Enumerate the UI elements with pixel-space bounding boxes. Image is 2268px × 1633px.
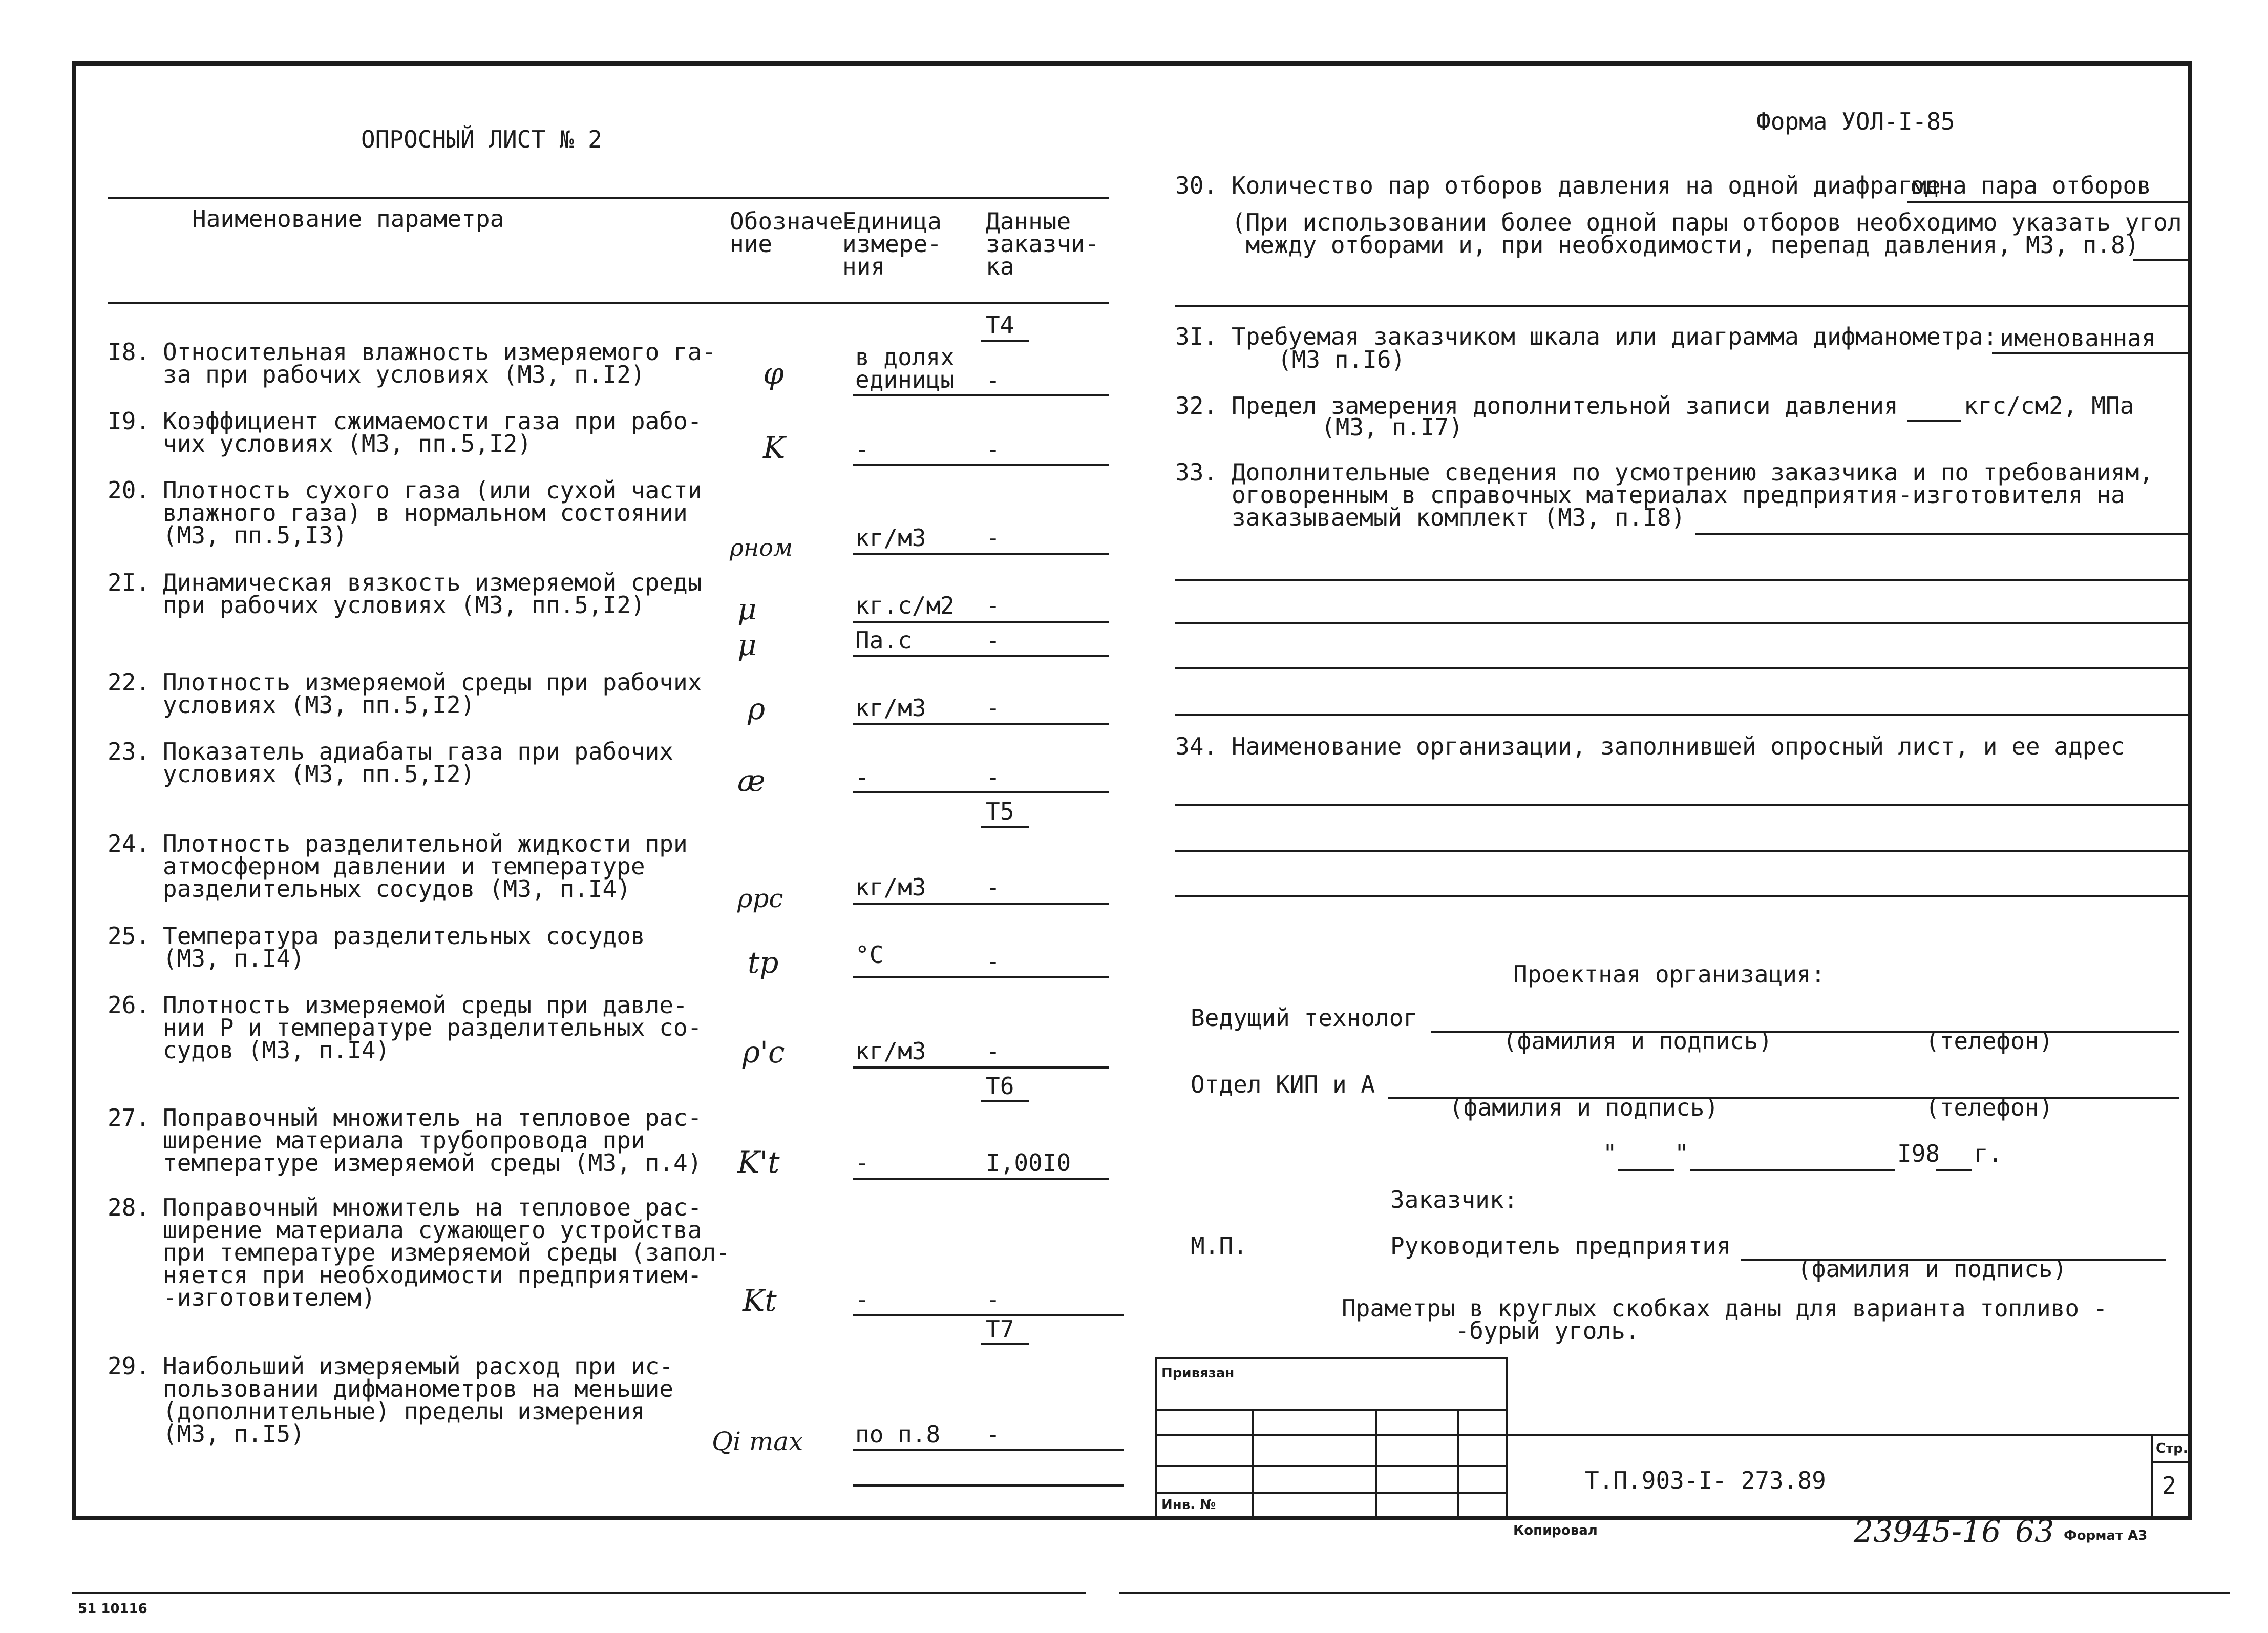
stamp-rule: [1252, 1409, 1254, 1518]
question-units: кгс/см2, МПа: [1964, 392, 2134, 420]
row-text: Наибольший измеряемый расход при ис- пользовании дифманометров на меньшие (дополнительные) пределы измерения (МЗ, п.I5): [163, 1352, 673, 1448]
section-mark: Т4: [986, 311, 1014, 339]
row-unit: кг/м3: [855, 1037, 926, 1065]
row-text: Поправочный множитель на тепловое рас- ширение материала трубопровода при температуре измеряемой среды (МЗ, п.4): [163, 1104, 702, 1177]
row-unit: -: [855, 763, 870, 791]
customer-label: Заказчик:: [1390, 1186, 1518, 1213]
row-text: Плотность измеряемой среды при рабочих условиях (МЗ, пп.5,I2): [163, 668, 702, 719]
signature-caption: (фамилия и подпись): [1449, 1094, 1719, 1121]
blank-rule: [1695, 533, 2189, 535]
bottom-serial: 51 10116: [78, 1601, 147, 1617]
row-symbol: μ: [737, 592, 757, 626]
frame-top: [72, 61, 2192, 66]
row-number: 29.: [108, 1352, 151, 1380]
stamp-rule: [2151, 1434, 2153, 1518]
copied-label: Копировал: [1513, 1523, 1598, 1538]
row-symbol: ρ: [748, 692, 766, 726]
row-rule: [853, 791, 1109, 793]
page-number: 2: [2162, 1472, 2176, 1499]
row-rule: [853, 394, 1109, 396]
stamp-rule: [1155, 1434, 1508, 1436]
row-unit: °С: [855, 941, 884, 969]
question-note: (При использовании более одной пары отборов необходимо указать угол между отборами и, при необходимости, перепад давления, МЗ, п.8): [1232, 208, 2182, 259]
column-header-unit: Единица измере- ния: [842, 207, 942, 280]
date-rule: [1690, 1169, 1895, 1171]
section-mark-rule: [981, 340, 1029, 342]
row-text: Плотность измеряемой среды при давле- нии Р и температуре разделительных со- судов (МЗ, п.I4): [163, 991, 702, 1064]
frame-right: [2188, 61, 2192, 1520]
stamp-rule: [1155, 1357, 1157, 1518]
row-unit: -: [855, 1149, 870, 1177]
row-number: 2I.: [108, 569, 151, 596]
phone-caption: (телефон): [1925, 1094, 2053, 1121]
date-year: I98: [1897, 1140, 1940, 1167]
section-mark-rule: [981, 1343, 1029, 1345]
inventory-label: Инв. №: [1161, 1497, 1216, 1513]
row-unit: по п.8: [855, 1420, 941, 1448]
row-rule: [853, 903, 1109, 905]
form-title: ОПРОСНЫЙ ЛИСТ № 2: [361, 125, 602, 153]
row-rule: [853, 621, 1109, 623]
row-text: Относительная влажность измеряемого га- за при рабочих условиях (МЗ, п.I2): [163, 338, 716, 388]
row-number: I9.: [108, 407, 151, 435]
row-number: 24.: [108, 830, 151, 857]
bottom-rule: [72, 1592, 1086, 1594]
row-value: -: [986, 592, 1000, 619]
stamp-rule: [1375, 1409, 1377, 1518]
coal-note: Праметры в круглых скобках даны для варианта топливо - -бурый уголь.: [1342, 1294, 2108, 1345]
row-value: -: [986, 694, 1000, 722]
row-value: -: [986, 763, 1000, 791]
row-rule: [853, 1484, 1124, 1487]
row-symbol: tр: [748, 945, 779, 980]
row-value: -: [986, 948, 1000, 975]
signature-caption: (фамилия и подпись): [1503, 1027, 1773, 1055]
row-unit: -: [855, 435, 870, 463]
row-symbol: φ: [763, 356, 784, 391]
row-rule: [853, 723, 1109, 725]
attached-label: Привязан: [1161, 1366, 1235, 1381]
row-number: I8.: [108, 338, 151, 366]
row-text: Показатель адиабаты газа при рабочих условиях (МЗ, пп.5,I2): [163, 738, 673, 788]
row-symbol: ρ'с: [743, 1035, 785, 1070]
blank-rule: [1175, 667, 2189, 669]
kip-dept-label: Отдел КИП и А: [1191, 1071, 1375, 1098]
question-text: Дополнительные сведения по усмотрению заказчика и по требованиям, оговоренным в справочных материалах предприятия-изготовителя на заказываемый комплект (МЗ, п.I8): [1232, 458, 2154, 531]
date-rule: [1936, 1169, 1972, 1171]
answer-rule: [1907, 201, 2189, 203]
row-number: 28.: [108, 1194, 151, 1221]
section-mark: Т7: [986, 1315, 1014, 1343]
row-number: 26.: [108, 991, 151, 1019]
question-number: 34.: [1175, 732, 1218, 760]
question-text: Наименование организации, заполнившей опросный лист, и ее адрес: [1232, 732, 2125, 760]
question-ref: (МЗ п.I6): [1278, 346, 1406, 373]
column-header-name: Наименование параметра: [192, 205, 504, 233]
enterprise-head-label: Руководитель предприятия: [1390, 1232, 1731, 1260]
row-symbol: Qi max: [712, 1427, 803, 1456]
stamp-rule: [1155, 1409, 1508, 1411]
row-symbol: ρрс: [737, 884, 783, 913]
row-symbol: ρном: [730, 534, 793, 561]
section-mark-rule: [981, 1100, 1029, 1102]
row-rule: [853, 1066, 1109, 1069]
answer-rule: [1992, 352, 2189, 354]
row-text: Динамическая вязкость измеряемой среды при рабочих условиях (МЗ, пп.5,I2): [163, 569, 702, 619]
row-symbol: K't: [737, 1145, 780, 1180]
row-unit: кг/м3: [855, 524, 926, 552]
question-ref: (МЗ, п.I7): [1321, 413, 1463, 441]
section-mark-rule: [981, 826, 1029, 828]
stamp-rule: [1457, 1409, 1459, 1518]
stamp-place-label: М.П.: [1191, 1232, 1247, 1260]
row-unit-alt: Па.с: [855, 626, 912, 654]
date-quote-open: ": [1603, 1140, 1617, 1167]
question-number: 33.: [1175, 458, 1218, 486]
stamp-rule: [1506, 1434, 2190, 1436]
bottom-rule: [1119, 1592, 2230, 1594]
question-number: 3I.: [1175, 323, 1218, 350]
blank-rule: [1175, 622, 2189, 624]
row-rule: [853, 1449, 1124, 1451]
row-number: 22.: [108, 668, 151, 696]
row-symbol: Kt: [743, 1283, 777, 1318]
blank-rule: [1175, 850, 2189, 852]
row-value: -: [986, 524, 1000, 552]
answer-value: именованная: [2000, 324, 2156, 352]
row-rule: [853, 1314, 1124, 1316]
signature-caption: (фамилия и подпись): [1797, 1255, 2067, 1283]
row-value-alt: -: [986, 626, 1000, 654]
blank-rule: [1175, 714, 2189, 716]
row-rule: [853, 655, 1109, 657]
row-rule: [853, 464, 1109, 466]
stamp-rule: [1155, 1357, 1508, 1359]
question-text: Требуемая заказчиком шкала или диаграмма дифманометра:: [1232, 323, 1998, 350]
row-value: -: [986, 1037, 1000, 1065]
answer-value: одна пара отборов: [1910, 172, 2151, 199]
question-text: Предел замерения дополнительной записи давления: [1232, 392, 1898, 420]
row-symbol: æ: [737, 763, 766, 798]
answer-rule: [1907, 420, 1961, 422]
row-value: -: [986, 873, 1000, 901]
table-top-rule: [108, 197, 1109, 199]
lead-tech-label: Ведущий технолог: [1191, 1004, 1418, 1032]
row-rule: [853, 976, 1109, 978]
question-number: 32.: [1175, 392, 1218, 420]
row-value: -: [986, 366, 1000, 394]
section-mark: Т6: [986, 1072, 1014, 1100]
handwritten-number: 23945-16: [1854, 1514, 2001, 1550]
stamp-rule: [2151, 1461, 2190, 1463]
phone-caption: (телефон): [1925, 1027, 2053, 1055]
stamp-rule: [1506, 1357, 1508, 1518]
question-text: Количество пар отборов давления на одной диафрагме: [1232, 172, 1941, 199]
project-org-label: Проектная организация:: [1513, 960, 1826, 988]
answer-rule: [2133, 259, 2189, 261]
row-value: I,00I0: [986, 1149, 1071, 1177]
column-header-data: Данные заказчи- ка: [986, 207, 1099, 280]
date-suffix: г.: [1974, 1140, 2003, 1167]
date-rule: [1618, 1169, 1674, 1171]
column-header-designation: Обозначе- ние: [730, 207, 858, 258]
table-header-rule: [108, 302, 1109, 304]
row-text: Плотность сухого газа (или сухой части влажного газа) в нормальном состоянии (МЗ, пп.5,I3): [163, 476, 702, 549]
row-unit: -: [855, 1286, 870, 1313]
row-unit: кг.с/м2: [855, 592, 955, 619]
row-symbol: K: [763, 430, 786, 465]
row-value: -: [986, 1420, 1000, 1448]
row-rule: [853, 553, 1109, 555]
document-code: Т.П.903-I- 273.89: [1585, 1467, 1826, 1494]
row-number: 25.: [108, 922, 151, 950]
blank-rule: [1175, 579, 2189, 581]
row-text: Поправочный множитель на тепловое рас- ширение материала сужающего устройства при температуре измеряемой среды (запол- няется при необходимости предприятием- -изготовителем): [163, 1194, 730, 1311]
row-unit: в долях единицы: [855, 343, 955, 393]
format-label: Формат А3: [2064, 1528, 2148, 1543]
row-rule: [853, 1178, 1109, 1180]
row-text: Коэффициент сжимаемости газа при рабо- чих условиях (МЗ, пп.5,I2): [163, 407, 702, 457]
blank-rule: [1175, 895, 2189, 897]
stamp-rule: [1155, 1465, 1508, 1467]
stamp-rule: [1155, 1492, 1508, 1494]
row-value: -: [986, 435, 1000, 463]
sheet-number: 63: [2015, 1514, 2054, 1550]
row-value: -: [986, 1286, 1000, 1313]
date-quote-close: ": [1674, 1140, 1689, 1167]
question-number: 30.: [1175, 172, 1218, 199]
frame-left: [72, 61, 76, 1520]
form-code: Форма УОЛ-I-85: [1756, 108, 1955, 135]
blank-rule: [1175, 804, 2189, 806]
row-unit: кг/м3: [855, 873, 926, 901]
row-number: 27.: [108, 1104, 151, 1132]
row-symbol-alt: μ: [737, 627, 757, 662]
page-label: Стр.: [2156, 1441, 2188, 1456]
row-number: 23.: [108, 738, 151, 765]
section-mark: Т5: [986, 798, 1014, 825]
row-text: Плотность разделительной жидкости при атмосферном давлении и температуре разделительных сосудов (МЗ, п.I4): [163, 830, 688, 903]
row-number: 20.: [108, 476, 151, 504]
row-text: Температура разделительных сосудов (МЗ, п.I4): [163, 922, 645, 972]
blank-rule: [1175, 305, 2189, 307]
row-unit: кг/м3: [855, 694, 926, 722]
